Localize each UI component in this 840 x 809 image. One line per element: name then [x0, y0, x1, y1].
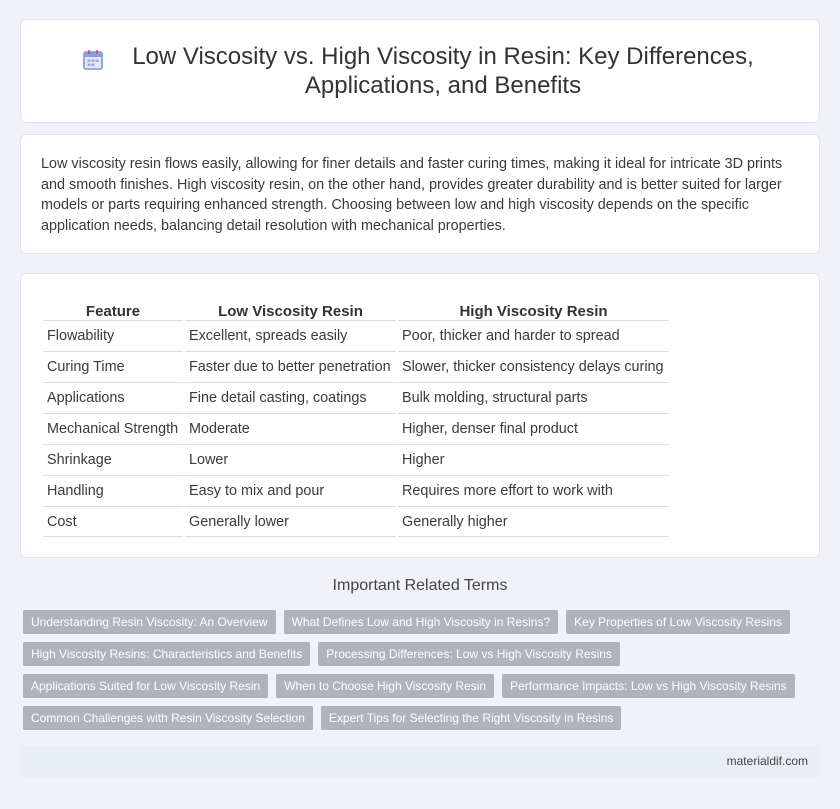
header-high-viscosity: High Viscosity Resin [459, 303, 608, 320]
tag-row [23, 674, 823, 698]
table-header-row [43, 296, 669, 320]
tag-row [23, 706, 823, 730]
related-term-tag[interactable]: Processing Differences: Low vs High Viscosity Resins [318, 642, 620, 666]
table-row [43, 413, 669, 444]
related-term-tag[interactable]: Common Challenges with Resin Viscosity Selection [23, 706, 313, 730]
table-cell: Excellent, spreads easily [185, 320, 396, 351]
tag-row [23, 642, 823, 666]
header-feature: Feature [85, 303, 141, 320]
comparison-card [20, 273, 820, 558]
tag-row [23, 610, 823, 634]
table-row [43, 382, 669, 413]
table-cell: Mechanical Strength [43, 413, 183, 444]
title-card [20, 19, 820, 123]
table-cell: Slower, thicker consistency delays curing [398, 351, 669, 382]
comparison-table [41, 296, 671, 537]
table-cell: Generally lower [185, 506, 396, 537]
table-row [43, 475, 669, 506]
table-cell: Handling [43, 475, 183, 506]
related-term-tag[interactable]: High Viscosity Resins: Characteristics and Benefits [23, 642, 310, 666]
table-row [43, 444, 669, 475]
related-term-tag[interactable]: What Defines Low and High Viscosity in Resins? [284, 610, 559, 634]
related-term-tag[interactable]: Expert Tips for Selecting the Right Viscosity in Resins [321, 706, 622, 730]
header-low-viscosity: Low Viscosity Resin [218, 303, 363, 320]
title-wrap [21, 42, 819, 100]
table-cell: Requires more effort to work with [398, 475, 669, 506]
related-term-tag[interactable]: Applications Suited for Low Viscosity Resin [23, 674, 268, 698]
table-cell: Poor, thicker and harder to spread [398, 320, 669, 351]
table-cell: Generally higher [398, 506, 669, 537]
table-cell: Moderate [185, 413, 396, 444]
table-cell: Curing Time [43, 351, 183, 382]
related-term-tag[interactable]: When to Choose High Viscosity Resin [276, 674, 494, 698]
table-cell: Fine detail casting, coatings [185, 382, 396, 413]
footer [20, 745, 820, 778]
footer-site-link[interactable]: materialdif.com [726, 754, 808, 768]
table-cell: Easy to mix and pour [185, 475, 396, 506]
table-cell: Cost [43, 506, 183, 537]
table-row [43, 506, 669, 537]
table-cell: Higher, denser final product [398, 413, 669, 444]
related-terms-heading: Important Related Terms [332, 577, 508, 594]
table-cell: Higher [398, 444, 669, 475]
table-cell: Faster due to better penetration [185, 351, 396, 382]
table-cell: Shrinkage [43, 444, 183, 475]
table-cell: Applications [43, 382, 183, 413]
table-cell: Bulk molding, structural parts [398, 382, 669, 413]
related-term-tag[interactable]: Performance Impacts: Low vs High Viscosity Resins [502, 674, 795, 698]
page-title: Low Viscosity vs. High Viscosity in Resin: Key Differences, Applications, and Benefits [132, 43, 754, 99]
table-row [43, 320, 669, 351]
intro-card [20, 134, 820, 254]
related-terms-list [23, 610, 823, 738]
related-term-tag[interactable]: Understanding Resin Viscosity: An Overview [23, 610, 276, 634]
table-row [43, 351, 669, 382]
related-term-tag[interactable]: Key Properties of Low Viscosity Resins [566, 610, 790, 634]
table-cell: Flowability [43, 320, 183, 351]
intro-paragraph: Low viscosity resin flows easily, allowing for finer details and faster curing times, making it ideal for intricate 3D prints and smooth finishes. High viscosity resin, on the other hand, provides greater durability and is better suited for larger models or parts requiring enhanced strength. Choosing between low and high viscosity depends on the specific application needs, balancing detail resolution with mechanical properties. [41, 156, 783, 234]
calendar-icon [81, 48, 105, 72]
table-cell: Lower [185, 444, 396, 475]
